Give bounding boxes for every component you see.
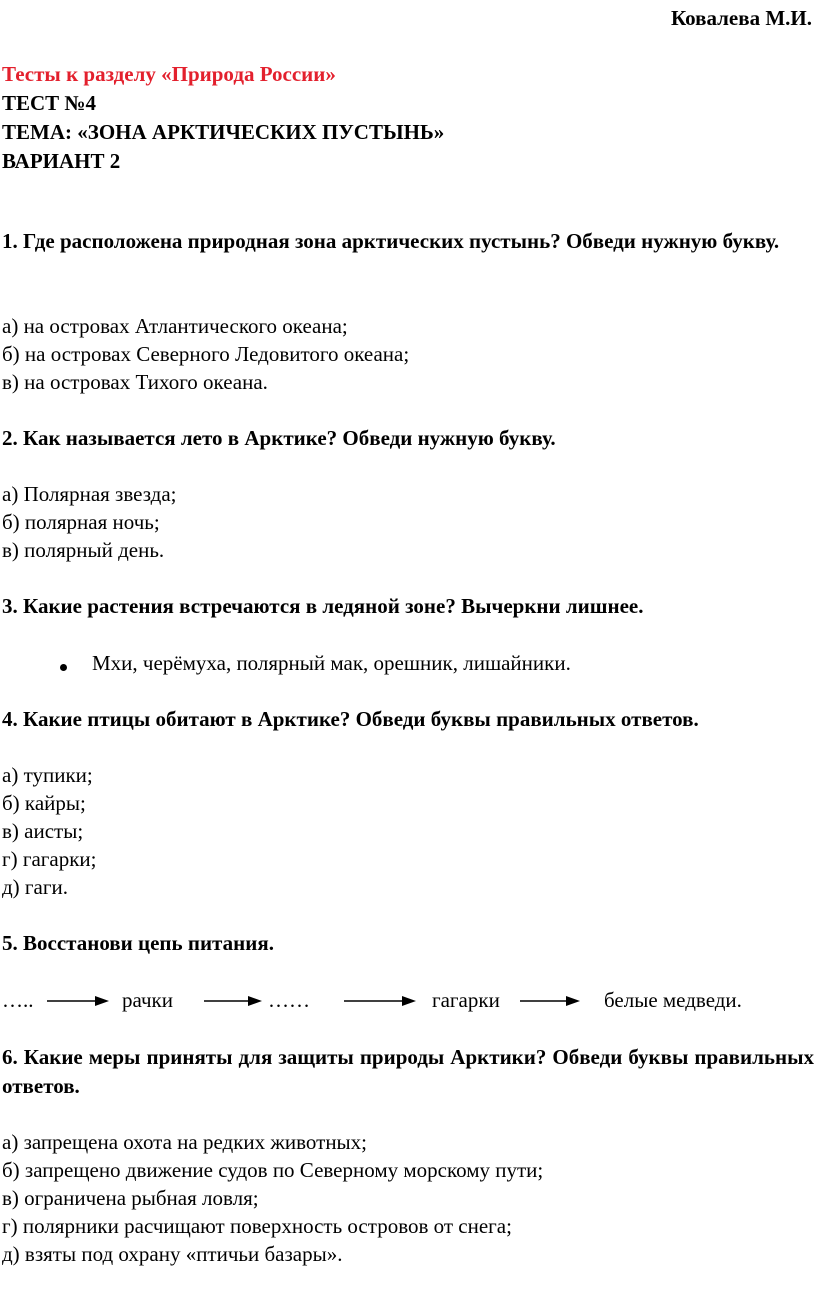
- chain-blank-1: …..: [2, 988, 34, 1012]
- q6-option-b: б) запрещено движение судов по Северному морскому пути;: [2, 1158, 544, 1182]
- q3-plant-list: Мхи, черёмуха, полярный мак, орешник, лишайники.: [92, 651, 571, 675]
- q1-option-a: а) на островах Атлантического океана;: [2, 314, 348, 338]
- q4-option-d: г) гагарки;: [2, 847, 97, 871]
- q4-option-a: а) тупики;: [2, 763, 93, 787]
- chain-arrow-icon: [47, 994, 109, 1008]
- q6-option-c: в) ограничена рыбная ловля;: [2, 1186, 259, 1210]
- chain-arrow-icon: [344, 994, 416, 1008]
- series-title: Тесты к разделу «Природа России»: [2, 62, 336, 86]
- q2-option-a: а) Полярная звезда;: [2, 482, 177, 506]
- author-name: Ковалева М.И.: [670, 6, 812, 30]
- question-6: 6. Какие меры приняты для защиты природы Арктики? Обведи буквы правильных ответов.: [2, 1045, 814, 1098]
- q4-option-e: д) гаги.: [2, 875, 68, 899]
- q1-option-b: б) на островах Северного Ледовитого океана;: [2, 342, 410, 366]
- test-topic: ТЕМА: «ЗОНА АРКТИЧЕСКИХ ПУСТЫНЬ»: [2, 120, 445, 144]
- chain-arrow-icon: [204, 994, 262, 1008]
- test-variant: ВАРИАНТ 2: [2, 149, 121, 173]
- bullet-dot-icon: [60, 664, 67, 671]
- q2-option-b: б) полярная ночь;: [2, 510, 160, 534]
- question-1: 1. Где расположена природная зона арктических пустынь? Обведи нужную букву.: [2, 229, 780, 253]
- question-4: 4. Какие птицы обитают в Арктике? Обведи буквы правильных ответов.: [2, 707, 699, 731]
- chain-blank-2: ……: [268, 988, 310, 1012]
- q6-option-e: д) взяты под охрану «птичьи базары».: [2, 1242, 343, 1266]
- chain-item-polar-bears: белые медведи.: [604, 988, 742, 1012]
- question-5: 5. Восстанови цепь питания.: [2, 931, 274, 955]
- q4-option-c: в) аисты;: [2, 819, 84, 843]
- chain-item-auks: гагарки: [432, 988, 500, 1012]
- q6-option-d: г) полярники расчищают поверхность островов от снега;: [2, 1214, 512, 1238]
- q6-option-a: а) запрещена охота на редких животных;: [2, 1130, 367, 1154]
- q4-option-b: б) кайры;: [2, 791, 86, 815]
- q2-option-c: в) полярный день.: [2, 538, 165, 562]
- chain-arrow-icon: [520, 994, 580, 1008]
- q1-option-c: в) на островах Тихого океана.: [2, 370, 268, 394]
- test-number: ТЕСТ №4: [2, 91, 97, 115]
- chain-item-krill: рачки: [122, 988, 173, 1012]
- question-3: 3. Какие растения встречаются в ледяной зоне? Вычеркни лишнее.: [2, 594, 644, 618]
- question-2: 2. Как называется лето в Арктике? Обведи нужную букву.: [2, 426, 556, 450]
